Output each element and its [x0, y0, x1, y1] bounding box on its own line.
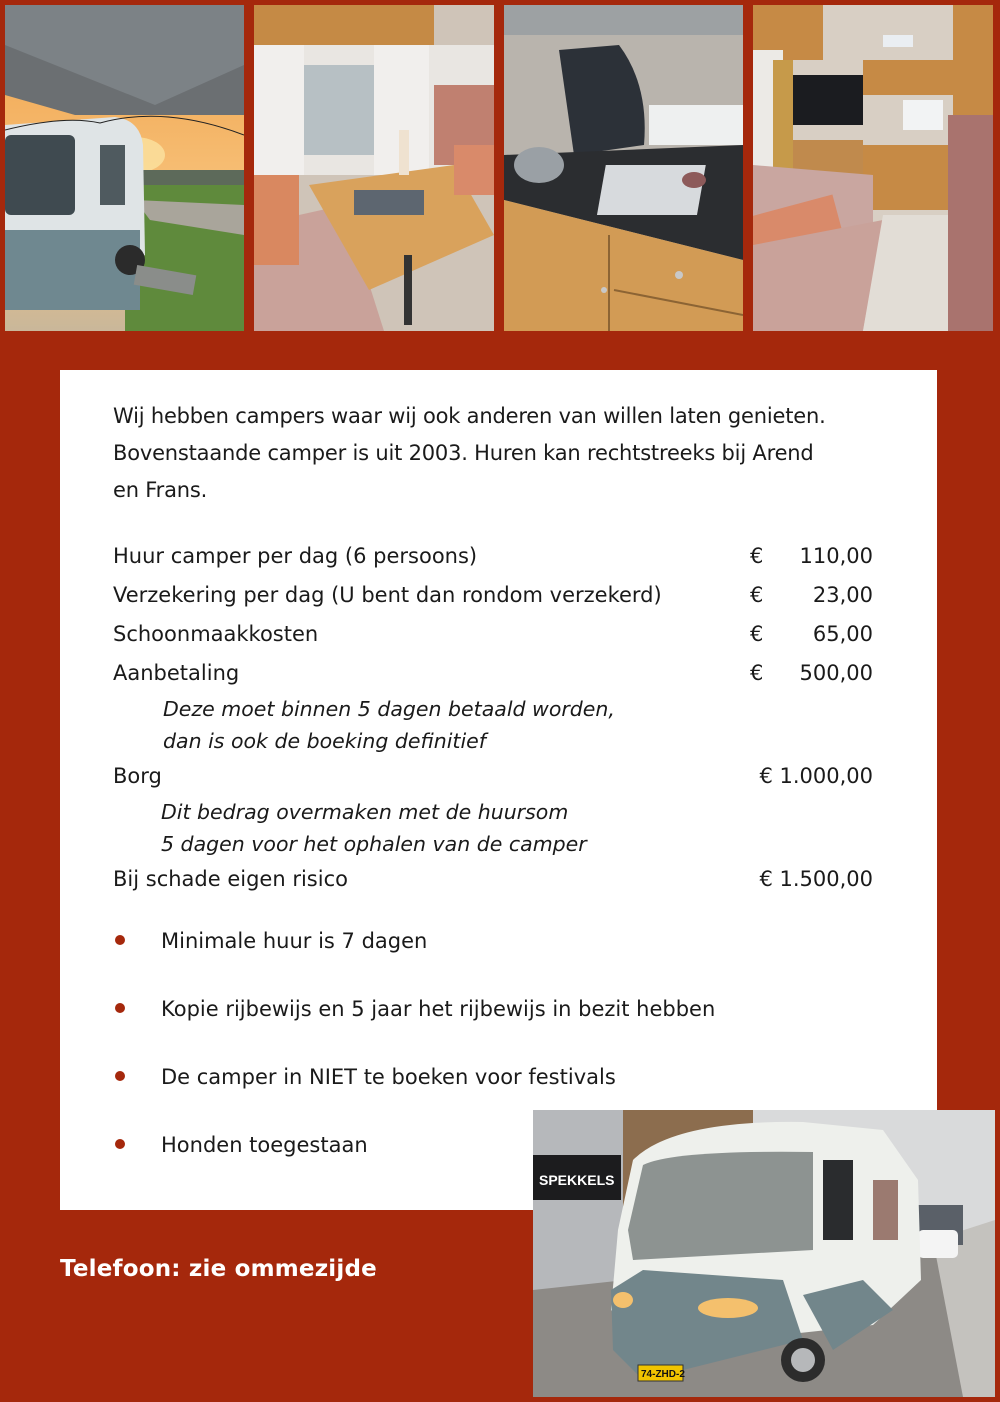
price-label: Schoonmaakkosten — [113, 622, 319, 646]
price-row-cleaning — [113, 615, 873, 654]
price-row-insurance — [113, 576, 873, 615]
price-note — [113, 693, 873, 757]
note-line: 5 dagen voor het ophalen van de camper — [161, 832, 587, 856]
intro-text — [113, 398, 913, 509]
bullet-icon — [115, 1071, 125, 1081]
price-amount: € 1.500,00 — [759, 867, 873, 891]
price-label: Borg — [113, 764, 162, 788]
note-line: Dit bedrag overmaken met de huursom — [161, 800, 569, 824]
phone-note: Telefoon: zie ommezijde — [60, 1256, 377, 1282]
price-amount: 23,00 — [812, 583, 873, 607]
price-list — [113, 537, 873, 899]
price-label: Verzekering per dag (U bent dan rondom verzekerd) — [113, 583, 662, 607]
plate-text: 74-ZHD-2 — [641, 1369, 685, 1380]
price-currency: € — [750, 544, 764, 568]
sign-text: SPEKKELS — [539, 1172, 615, 1188]
price-currency: € — [750, 661, 764, 685]
price-currency: € — [750, 622, 764, 646]
bullet-icon — [115, 1139, 125, 1149]
rule-text: Minimale huur is 7 dagen — [161, 929, 428, 953]
price-note — [113, 796, 873, 860]
rule-item — [113, 925, 853, 993]
price-currency: € — [750, 583, 764, 607]
rule-text: De camper in NIET te boeken voor festivals — [161, 1065, 616, 1089]
price-row-rent — [113, 537, 873, 576]
price-row-deposit-payment — [113, 654, 873, 693]
price-label: Bij schade eigen risico — [113, 867, 348, 891]
rule-text: Kopie rijbewijs en 5 jaar het rijbewijs in bezit hebben — [161, 997, 716, 1021]
price-row-security-deposit — [113, 757, 873, 796]
photo-camper-exterior-sunset — [5, 5, 244, 331]
price-amount: € 1.000,00 — [759, 764, 873, 788]
price-amount: 110,00 — [799, 544, 873, 568]
price-amount: 65,00 — [812, 622, 873, 646]
photo-dinette-interior — [254, 5, 494, 331]
price-label: Aanbetaling — [113, 661, 240, 685]
info-card — [60, 370, 937, 1210]
price-amount: 500,00 — [799, 661, 873, 685]
rule-text: Honden toegestaan — [161, 1133, 368, 1157]
rule-item — [113, 993, 853, 1061]
price-row-damage-excess — [113, 860, 873, 899]
intro-line: Bovenstaande camper is uit 2003. Huren kan rechtstreeks bij Arend — [113, 441, 814, 465]
intro-line: Wij hebben campers waar wij ook anderen van willen laten genieten. — [113, 404, 826, 428]
photo-camper-front — [533, 1110, 995, 1397]
photo-kitchen-interior — [504, 5, 743, 331]
photo-living-area-interior — [753, 5, 993, 331]
bullet-icon — [115, 1003, 125, 1013]
note-line: Deze moet binnen 5 dagen betaald worden, — [163, 697, 615, 721]
intro-line: en Frans. — [113, 478, 208, 502]
note-line: dan is ook de boeking definitief — [163, 729, 486, 753]
price-label: Huur camper per dag (6 persoons) — [113, 544, 478, 568]
bullet-icon — [115, 935, 125, 945]
